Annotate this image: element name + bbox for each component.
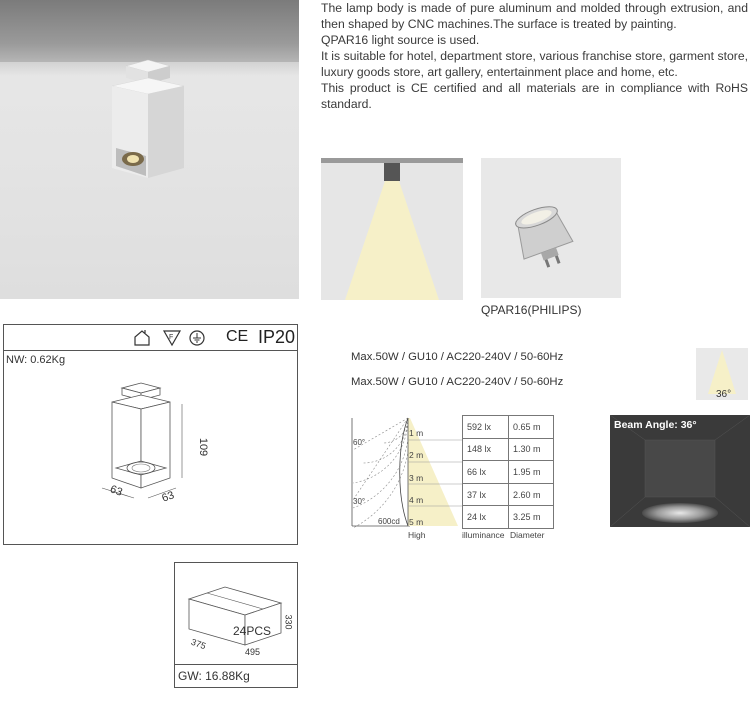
beam-illustration <box>321 158 463 300</box>
angle-label: 30° <box>353 497 366 506</box>
footer-illuminance: illuminance <box>462 530 505 540</box>
gross-weight: GW: 16.88Kg <box>178 669 250 683</box>
svg-text:F: F <box>169 334 174 341</box>
description-line: QPAR16 light source is used. <box>321 33 480 47</box>
table-row <box>463 483 554 506</box>
table-row <box>463 461 554 484</box>
illuminance-table <box>462 415 554 529</box>
electrical-spec-line: Max.50W / GU10 / AC220-240V / 50-60Hz <box>351 376 564 388</box>
package-length: 495 <box>245 647 261 657</box>
beam-angle-icon-label: 36° <box>716 389 732 400</box>
lux-cell: 24 lx <box>463 506 509 529</box>
distance-label: 3 m <box>409 473 424 483</box>
diameter-cell: 1.95 m <box>509 461 554 484</box>
beam-angle-label: Beam Angle: 36° <box>614 419 697 431</box>
bulb-photo <box>481 158 621 298</box>
bulb-icon <box>481 158 621 298</box>
distance-label: 2 m <box>409 450 424 460</box>
product-description <box>321 0 748 112</box>
table-row <box>463 506 554 529</box>
ce-mark: CE <box>226 328 249 345</box>
ip-rating: IP20 <box>258 327 296 347</box>
beam-angle-panel <box>610 415 750 527</box>
electrical-spec-line: Max.50W / GU10 / AC220-240V / 50-60Hz <box>351 351 564 363</box>
description-line: This product is CE certified and all materials are in compliance with RoHS standard. <box>321 81 748 111</box>
diameter-cell: 0.65 m <box>509 416 554 439</box>
diameter-cell: 1.30 m <box>509 438 554 461</box>
lux-cell: 66 lx <box>463 461 509 484</box>
downlight-render <box>0 0 299 299</box>
package-quantity: 24PCS <box>233 624 272 638</box>
dimension-drawing <box>94 380 224 540</box>
lux-cell: 148 lx <box>463 438 509 461</box>
table-row <box>463 416 554 439</box>
distance-label: 5 m <box>409 517 424 527</box>
product-photo <box>0 0 299 299</box>
intensity-label: 600cd <box>378 517 400 526</box>
footer-high: High <box>408 530 426 540</box>
width-dimension: 63 <box>108 483 124 499</box>
bulb-caption: QPAR16(PHILIPS) <box>481 303 582 317</box>
flammable-surface-icon <box>164 331 180 345</box>
package-height: 330 <box>283 614 294 630</box>
footer-diameter: Diameter <box>510 530 545 540</box>
height-dimension: 109 <box>197 437 210 457</box>
depth-dimension: 63 <box>160 489 176 505</box>
lux-cell: 37 lx <box>463 483 509 506</box>
angle-label: 60° <box>353 438 366 447</box>
description-line: It is suitable for hotel, department store, various franchise store, garment store, luxury goods store, art gallery, entertainment place and home, etc. <box>321 49 748 79</box>
package-width: 375 <box>189 636 208 652</box>
diameter-cell: 2.60 m <box>509 483 554 506</box>
distance-label: 1 m <box>409 428 424 438</box>
earth-ground-icon <box>190 331 204 345</box>
indoor-house-icon <box>135 330 149 345</box>
description-line: The lamp body is made of pure aluminum and molded through extrusion, and then shaped by CNC machines.The surface is treated by painting. <box>321 1 748 31</box>
table-row <box>463 438 554 461</box>
lux-cell: 592 lx <box>463 416 509 439</box>
diameter-cell: 3.25 m <box>509 506 554 529</box>
distance-label: 4 m <box>409 495 424 505</box>
net-weight: NW: 0.62Kg <box>6 354 66 366</box>
